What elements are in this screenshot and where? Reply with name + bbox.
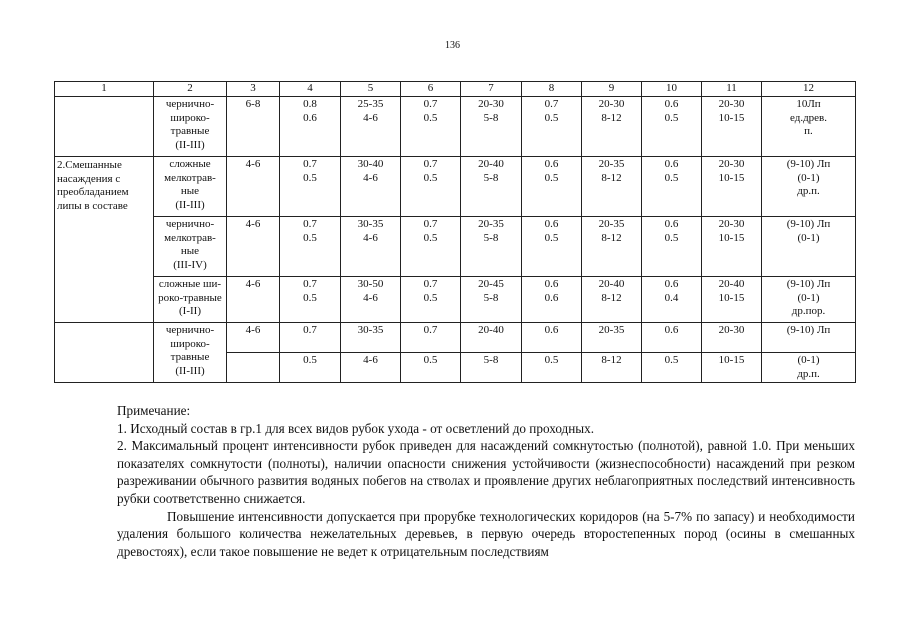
table-cell: 0.7 0.5 (280, 276, 341, 322)
header-cell: 7 (461, 82, 522, 97)
table-cell: 0.6 0.5 (522, 156, 582, 216)
table-cell: 0.6 0.5 (642, 96, 702, 156)
table-cell: (9-10) Лп (0-1) (762, 216, 856, 276)
table-cell: 4-6 (227, 216, 280, 276)
table-cell: 20-30 10-15 (702, 96, 762, 156)
table-cell: 20-35 (582, 322, 642, 352)
table-cell: 20-30 5-8 (461, 96, 522, 156)
table-cell: 4-6 (227, 276, 280, 322)
forest-type-cell: сложные ши- роко-травные (I-II) (154, 276, 227, 322)
group-cell-empty (55, 96, 154, 156)
table-cell: 20-40 5-8 (461, 156, 522, 216)
forest-type-cell: чернично- мелкотрав- ные (III-IV) (154, 216, 227, 276)
table-cell: 0.5 (642, 352, 702, 383)
table-cell: 8-12 (582, 352, 642, 383)
table-cell: 0.6 (642, 322, 702, 352)
forest-type-cell: сложные мелкотрав- ные (II-III) (154, 156, 227, 216)
table-cell: (9-10) Лп (762, 322, 856, 352)
table-cell: 0.7 (401, 322, 461, 352)
table-cell: 4-6 (227, 156, 280, 216)
table-cell: 0.5 (401, 352, 461, 383)
table-cell: (9-10) Лп (0-1) др.п. (762, 156, 856, 216)
forest-type-cell: чернично- широко- травные (II-III) (154, 96, 227, 156)
table-cell: 0.7 (280, 322, 341, 352)
header-cell: 2 (154, 82, 227, 97)
note-3: Повышение интенсивности допускается при прорубке технологических коридоров (на 5-7% по запасу) и необходимости удаления большого количества нежелательных деревьев, в первую очередь второстепенных пород (осины в смешанных древостоях), если такое повышение не ведет к отрицательным последствиям (117, 508, 855, 559)
table-cell: 0.6 0.5 (642, 216, 702, 276)
table-cell: 0.6 0.5 (642, 156, 702, 216)
table-cell: 0.6 0.5 (522, 216, 582, 276)
table-cell: 0.7 0.5 (522, 96, 582, 156)
notes-title: Примечание: (117, 403, 191, 418)
table-cell: 20-30 10-15 (702, 156, 762, 216)
page-number: 136 (445, 40, 460, 51)
table-cell: 0.6 0.4 (642, 276, 702, 322)
table-cell: 0.5 (522, 352, 582, 383)
table-cell: 20-45 5-8 (461, 276, 522, 322)
forest-type-cell: чернично- широко- травные (II-III) (154, 322, 227, 383)
table-cell: 30-35 (341, 322, 401, 352)
table-cell: 20-40 10-15 (702, 276, 762, 322)
table-cell: (9-10) Лп (0-1) др.пор. (762, 276, 856, 322)
table-cell-empty (227, 352, 280, 383)
table-row (55, 156, 856, 216)
silviculture-table (54, 81, 856, 383)
table-cell: 20-40 8-12 (582, 276, 642, 322)
header-cell: 9 (582, 82, 642, 97)
table-cell: 0.6 (522, 322, 582, 352)
table-cell: 10Лп ед.древ. п. (762, 96, 856, 156)
table-cell: 25-35 4-6 (341, 96, 401, 156)
table-cell: 20-30 (702, 322, 762, 352)
header-row (55, 82, 856, 97)
table-cell: 10-15 (702, 352, 762, 383)
header-cell: 3 (227, 82, 280, 97)
header-cell: 4 (280, 82, 341, 97)
table-cell: (0-1) др.п. (762, 352, 856, 383)
table-cell: 0.7 0.5 (280, 216, 341, 276)
table-cell: 0.8 0.6 (280, 96, 341, 156)
table-cell: 0.6 0.6 (522, 276, 582, 322)
header-cell: 11 (702, 82, 762, 97)
table-cell: 30-35 4-6 (341, 216, 401, 276)
table-cell: 30-40 4-6 (341, 156, 401, 216)
table-cell: 20-35 8-12 (582, 156, 642, 216)
table-cell: 5-8 (461, 352, 522, 383)
table-row (55, 216, 856, 276)
table-cell: 0.7 0.5 (401, 216, 461, 276)
table-cell: 0.7 0.5 (401, 96, 461, 156)
table-cell: 6-8 (227, 96, 280, 156)
table-cell: 4-6 (227, 322, 280, 352)
table-cell: 0.7 0.5 (401, 276, 461, 322)
notes-section (117, 402, 855, 560)
table-cell: 30-50 4-6 (341, 276, 401, 322)
header-cell: 6 (401, 82, 461, 97)
table-cell: 20-40 (461, 322, 522, 352)
header-cell: 12 (762, 82, 856, 97)
table-row (55, 96, 856, 156)
table-cell: 4-6 (341, 352, 401, 383)
table-cell: 0.5 (280, 352, 341, 383)
header-cell: 10 (642, 82, 702, 97)
table-cell: 0.7 0.5 (401, 156, 461, 216)
table-cell: 20-30 10-15 (702, 216, 762, 276)
table-cell: 20-35 5-8 (461, 216, 522, 276)
table-cell: 0.7 0.5 (280, 156, 341, 216)
note-2: 2. Максимальный процент интенсивности рубок приведен для насаждений сомкнутостью (полнотой), равной 1.0. При меньших показателях сомкнутости (полноты), наличии опасности снижения устойчивости (жизнеспособности) насаждений при резком разреживании обычного развития водяных побегов на стволах и проявление других неблагоприятных последствий интенсивность рубки соответственно снижается. (117, 438, 855, 506)
note-1: 1. Исходный состав в гр.1 для всех видов рубок ухода - от осветлений до проходных. (117, 420, 595, 436)
group-cell-empty (55, 322, 154, 383)
table-row (55, 322, 856, 352)
table-cell: 20-35 8-12 (582, 216, 642, 276)
header-cell: 5 (341, 82, 401, 97)
group-label-cell: 2.Смешанные насаждения с преобладанием липы в составе (55, 156, 154, 322)
table-cell: 20-30 8-12 (582, 96, 642, 156)
header-cell: 8 (522, 82, 582, 97)
table-row (55, 276, 856, 322)
header-cell: 1 (55, 82, 154, 97)
